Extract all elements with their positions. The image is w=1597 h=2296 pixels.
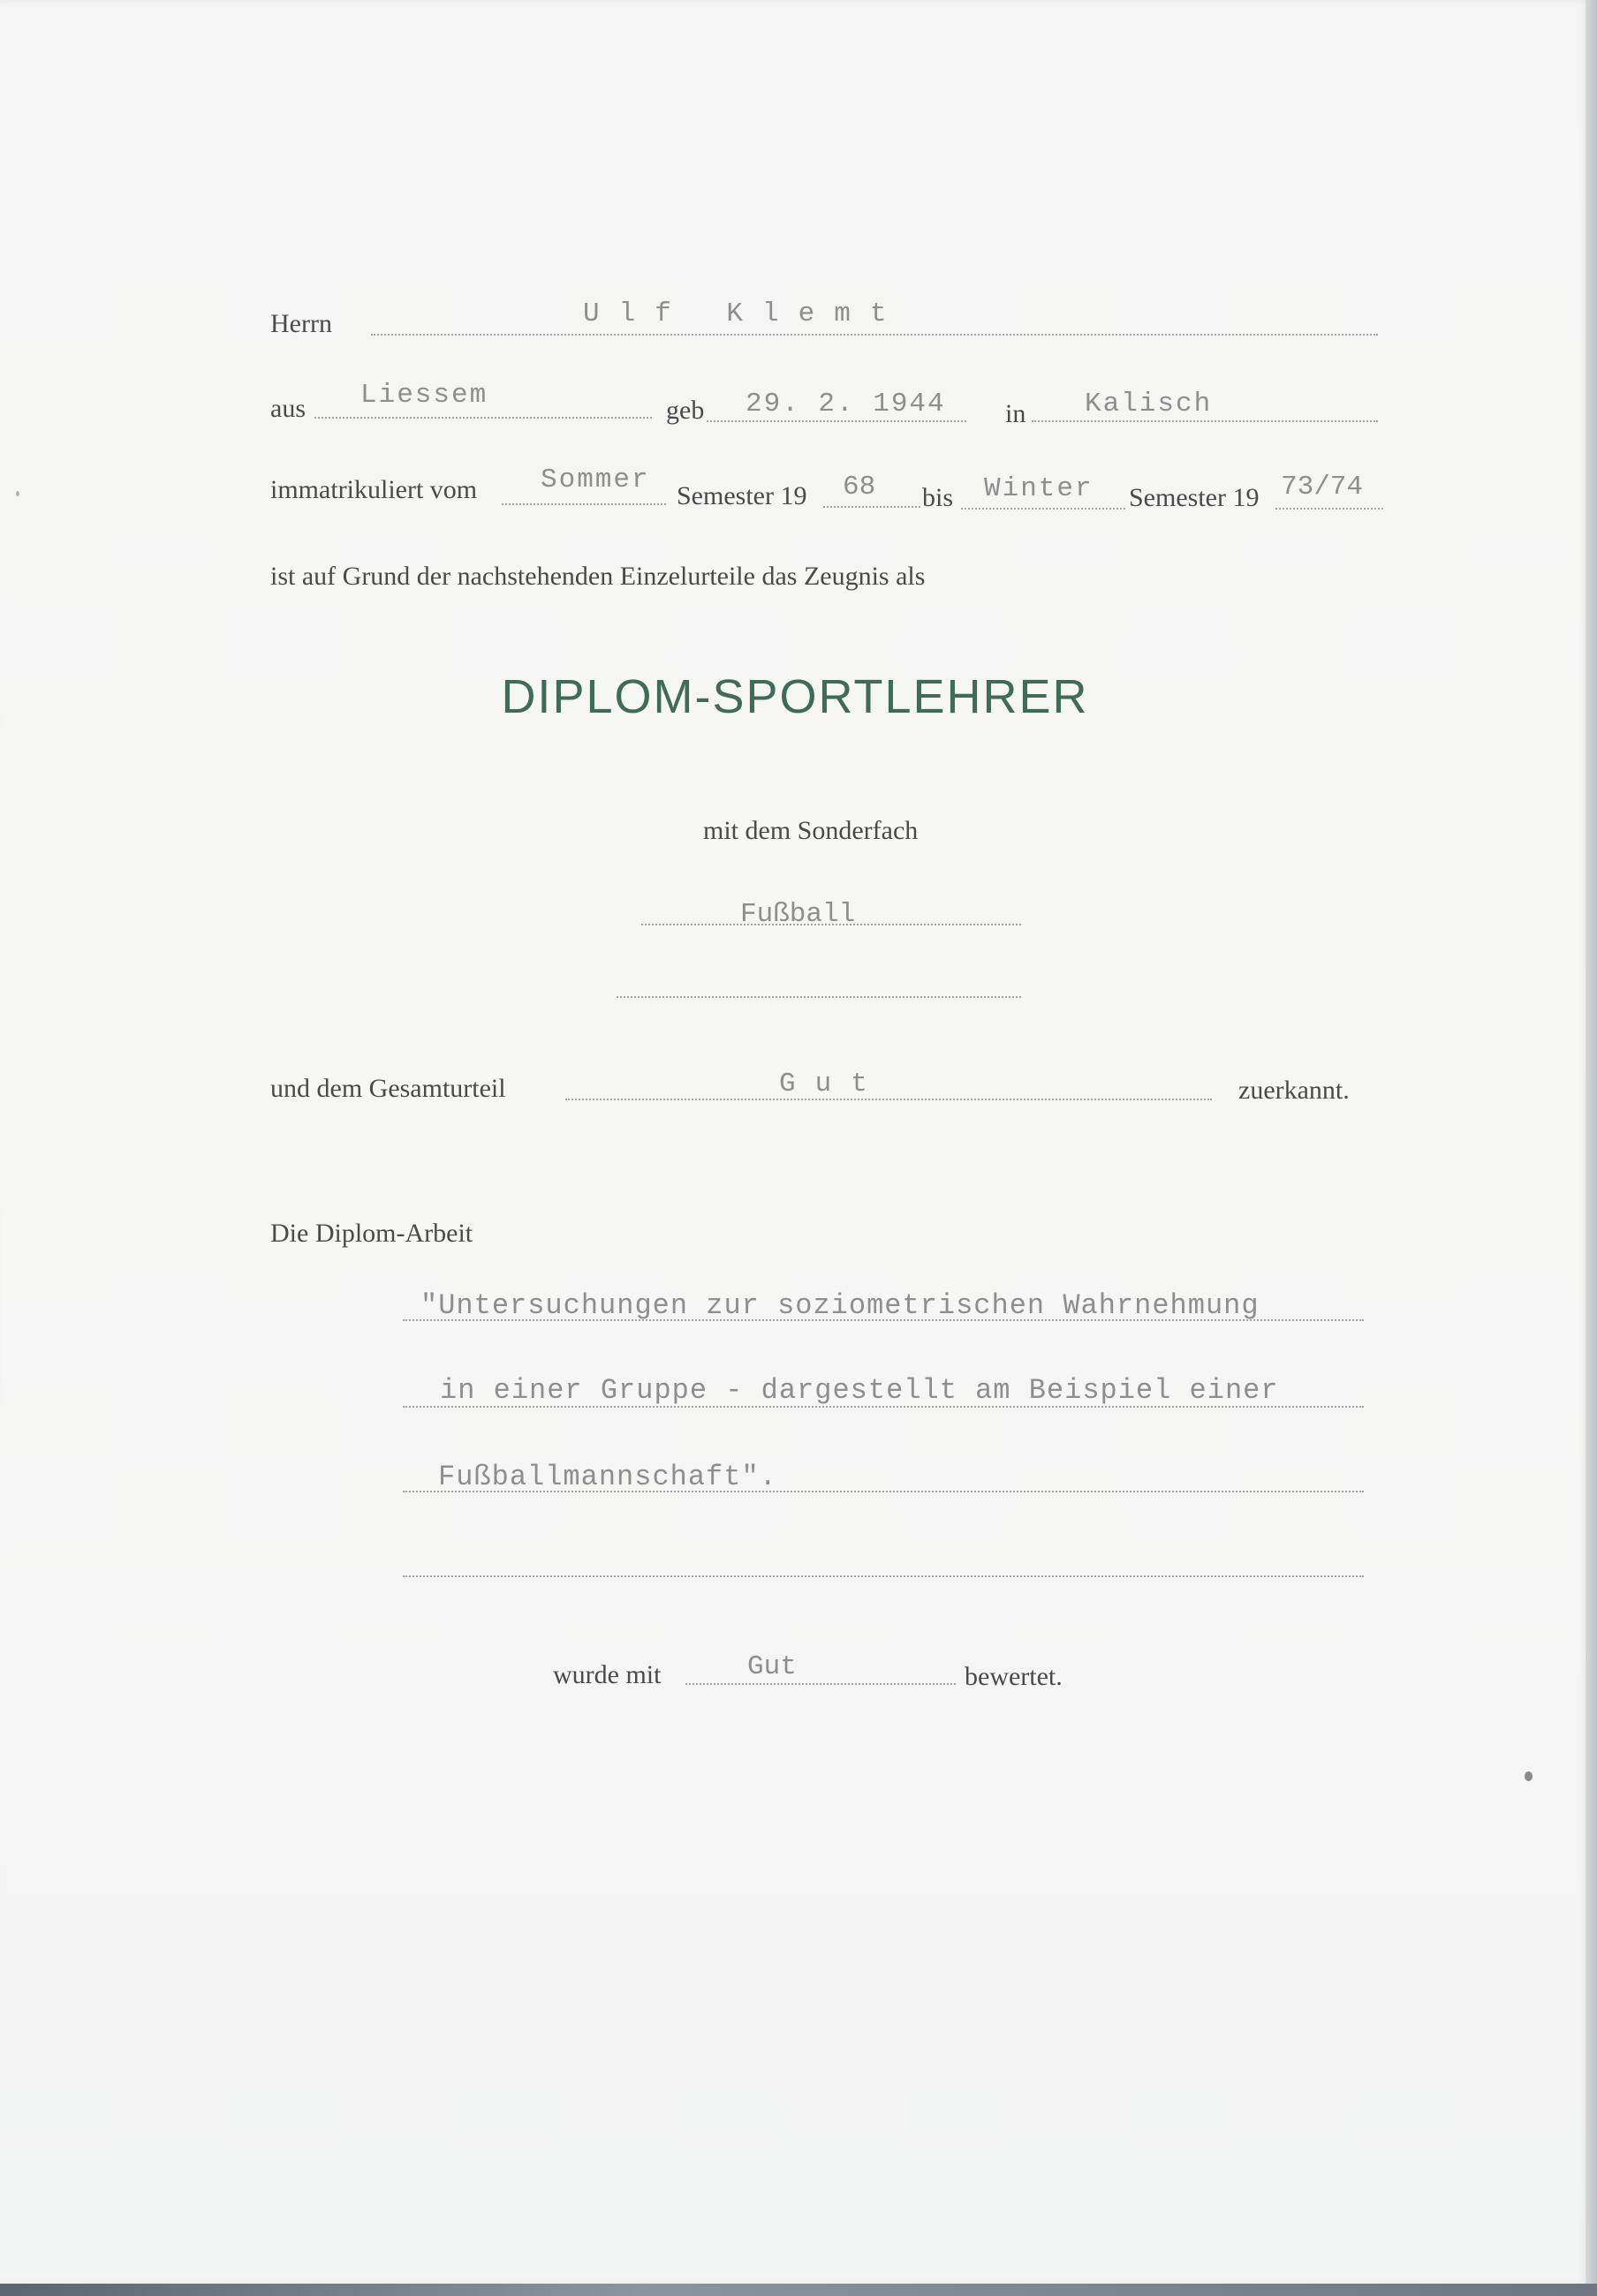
thesis-grade-line	[685, 1683, 956, 1685]
enrolled-label: immatrikuliert vom	[270, 475, 478, 504]
name-line	[371, 334, 1378, 336]
from-line	[314, 417, 652, 419]
start-semester-line	[502, 503, 666, 505]
rated-suffix: bewertet.	[965, 1662, 1063, 1691]
start-year-value: 68	[843, 472, 876, 502]
basis-text: ist auf Grund der nachstehenden Einzelurteile das Zeugnis als	[270, 562, 926, 591]
thesis-line-4-rule	[403, 1575, 1364, 1577]
birth-date-value: 29. 2. 1944	[746, 389, 946, 419]
end-semester-value: Winter	[984, 473, 1094, 504]
special-subject-label: mit dem Sonderfach	[703, 816, 919, 845]
name-value: Ulf Klemt	[583, 298, 906, 329]
thesis-label: Die Diplom-Arbeit	[270, 1219, 473, 1248]
birth-date-line	[707, 420, 966, 422]
rated-prefix: wurde mit	[553, 1660, 662, 1689]
special-subject-value: Fußball	[740, 899, 856, 930]
page-edge	[1586, 0, 1597, 2296]
birth-place-value: Kalisch	[1085, 389, 1213, 419]
salutation-label: Herrn	[270, 309, 332, 338]
scan-bottom-edge	[0, 2284, 1597, 2296]
overall-label: und dem Gesamturteil	[270, 1074, 506, 1103]
special-subject-line-2	[617, 996, 1021, 998]
thesis-grade-value: Gut	[747, 1651, 797, 1682]
from-label: aus	[270, 394, 306, 423]
start-year-line	[823, 506, 920, 508]
until-label: bis	[922, 483, 954, 512]
paper-speck	[1525, 1771, 1533, 1781]
semester-label-2: Semester 19	[1129, 483, 1260, 512]
birth-place-line	[1032, 420, 1378, 422]
in-label: in	[1005, 399, 1026, 428]
from-place-value: Liessem	[360, 380, 488, 411]
thesis-title-line-2: in einer Gruppe - dargestellt am Beispiel einer	[440, 1374, 1279, 1407]
thesis-title-line-1: "Untersuchungen zur soziometrischen Wahrnehmung	[420, 1289, 1260, 1322]
born-label: geb	[666, 396, 705, 425]
awarded-label: zuerkannt.	[1238, 1076, 1350, 1105]
end-year-line	[1275, 508, 1383, 510]
thesis-title-line-3: Fußballmannschaft".	[438, 1461, 777, 1493]
degree-title: DIPLOM-SPORTLEHRER	[501, 670, 1089, 723]
overall-grade-line	[565, 1099, 1212, 1100]
paper-speck	[16, 491, 19, 496]
start-semester-value: Sommer	[541, 464, 650, 495]
end-semester-line	[961, 508, 1125, 510]
semester-label-1: Semester 19	[677, 481, 807, 510]
overall-grade-value: Gut	[779, 1069, 887, 1099]
end-year-value: 73/74	[1281, 472, 1364, 502]
